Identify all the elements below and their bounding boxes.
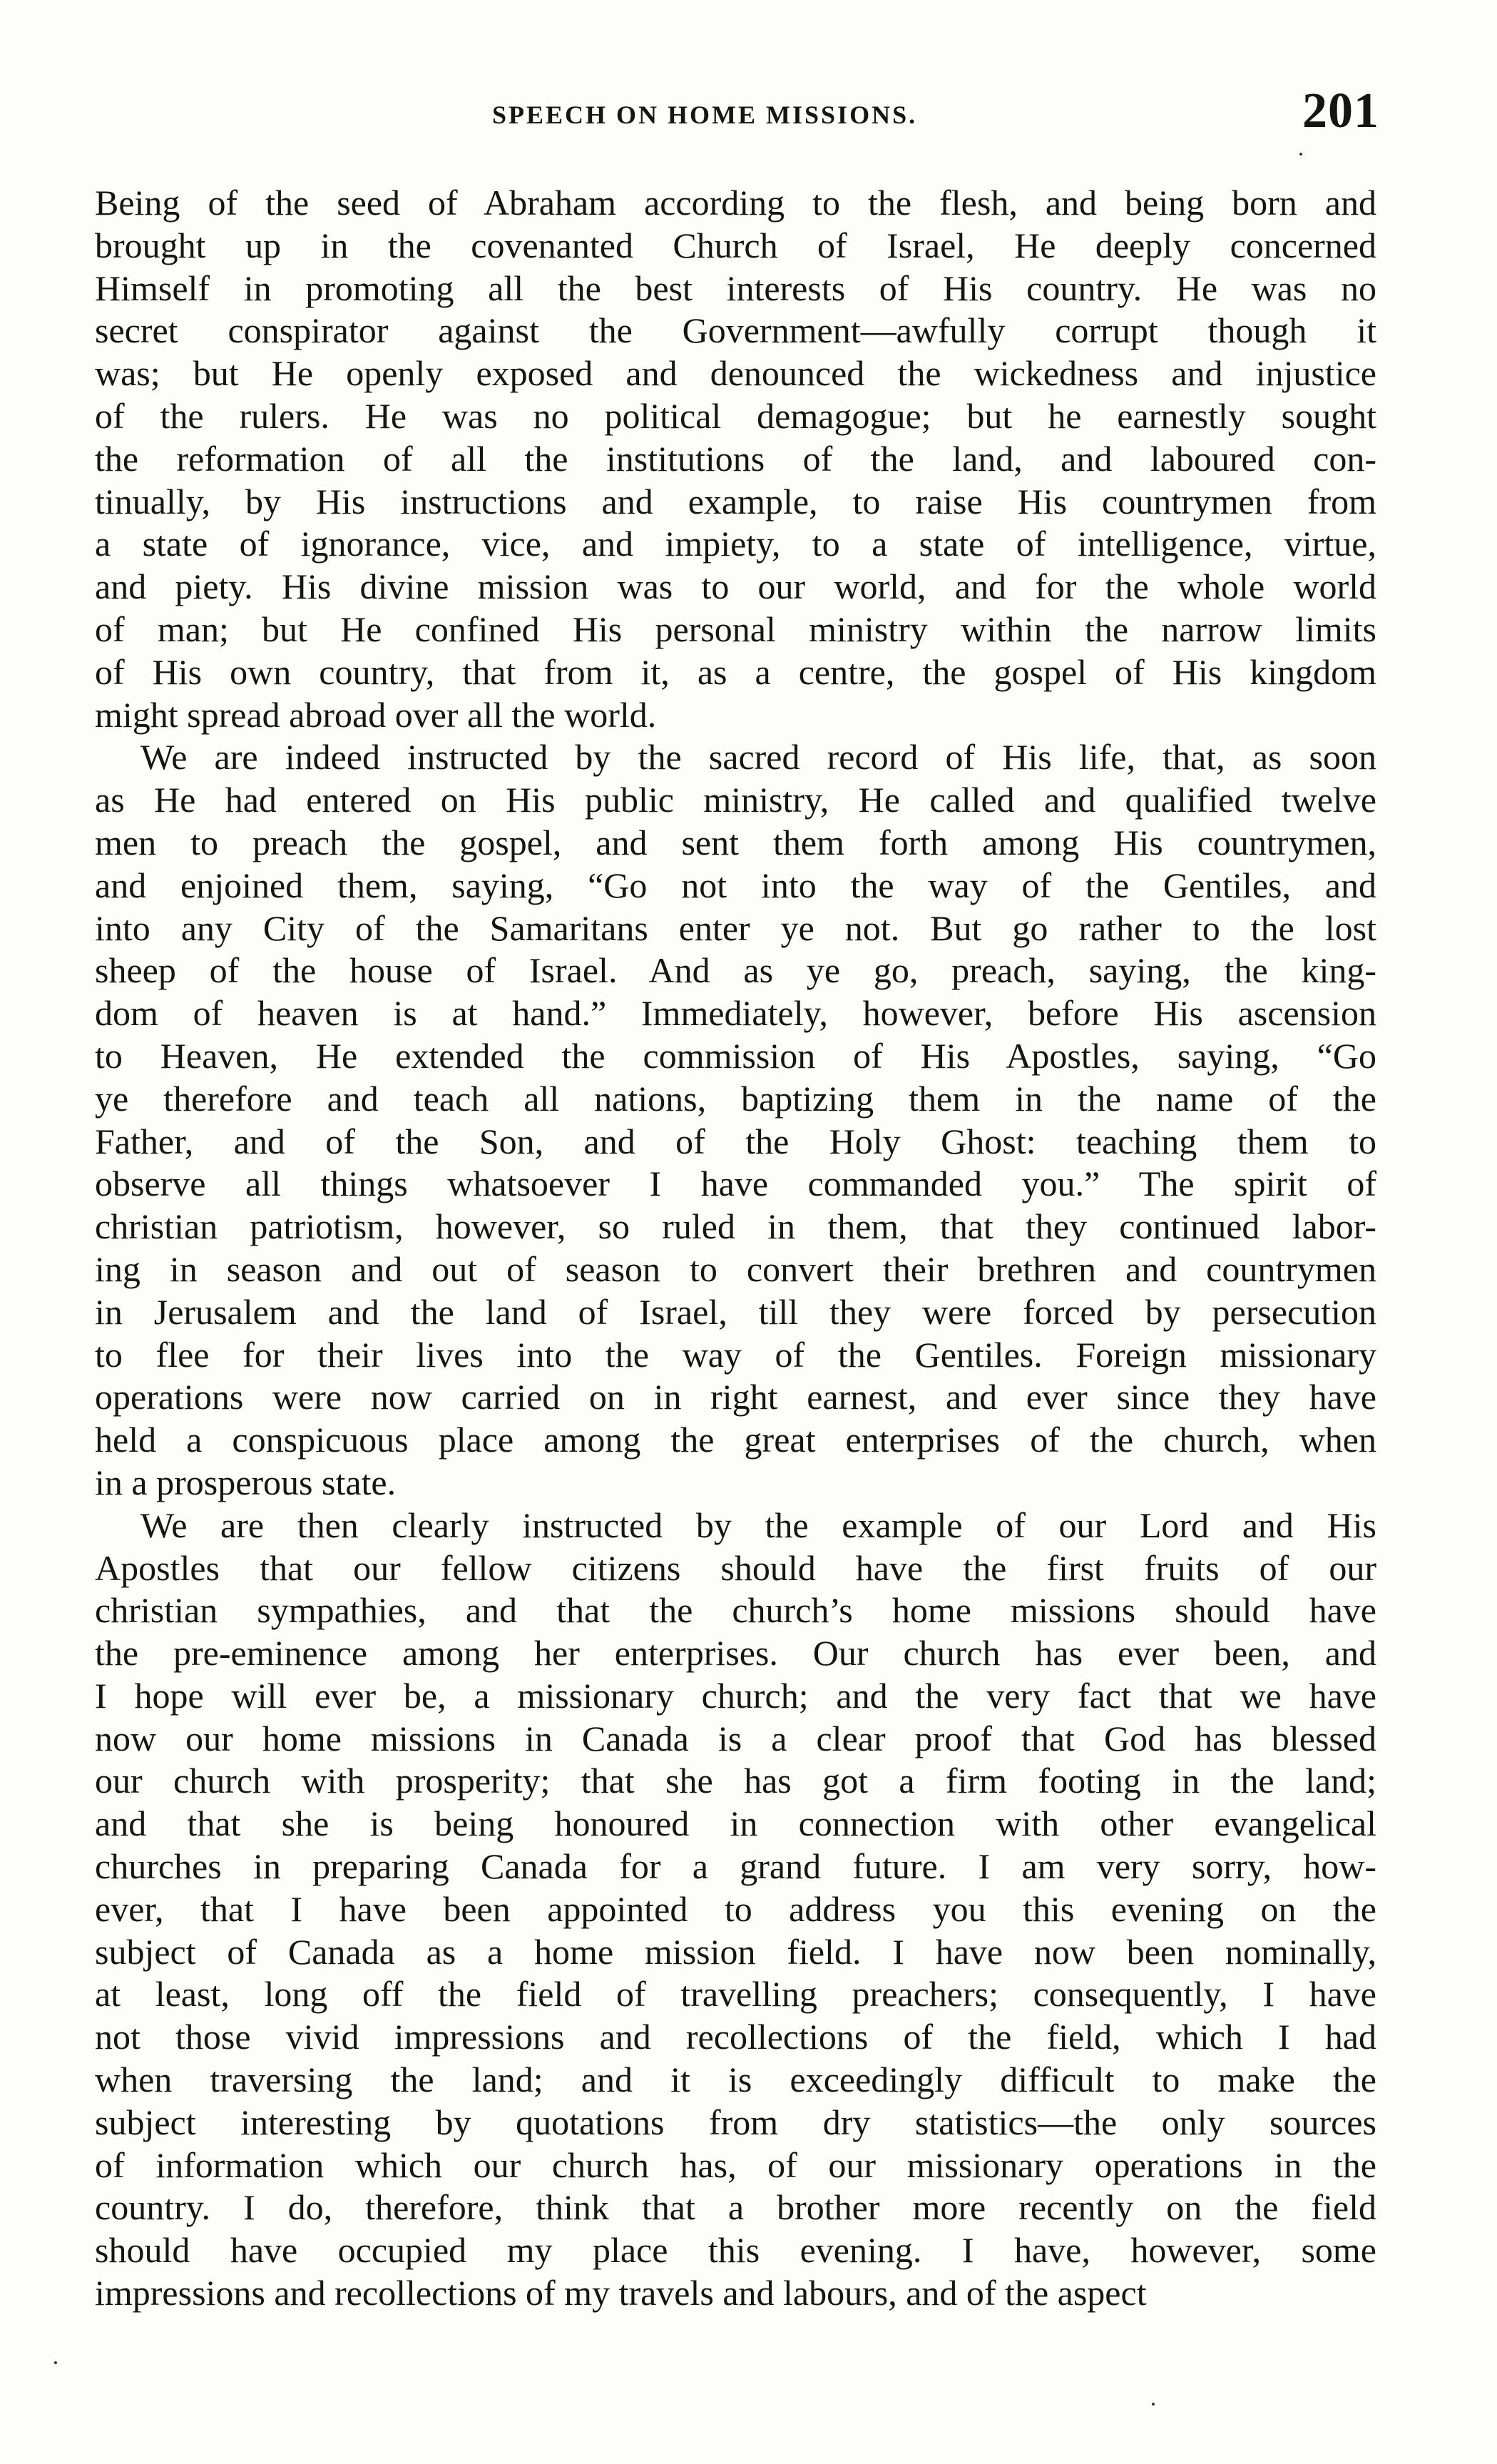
text-line: our church with prosperity; that she has got a firm footing in the land; — [95, 1761, 1376, 1801]
text-line: churches in preparing Canada for a grand future. I am very sorry, how- — [95, 1846, 1376, 1887]
text-line: in a prosperous state. — [95, 1462, 397, 1502]
text-line: Being of the seed of Abraham according to the flesh, and being born and — [95, 183, 1376, 223]
text-line: men to preach the gospel, and sent them forth among His countrymen, — [95, 822, 1376, 862]
text-line: to Heaven, He extended the commission of His Apostles, saying, “Go — [95, 1035, 1376, 1076]
text-line: in Jerusalem and the land of Israel, till they were forced by persecution — [95, 1291, 1376, 1332]
text-line: not those vivid impressions and recollections of the field, which I had — [95, 2017, 1376, 2057]
text-line: of information which our church has, of our missionary operations in the — [95, 2144, 1376, 2185]
paragraph — [95, 736, 1376, 1504]
page-number: 201 — [1302, 83, 1379, 138]
text-line: was; but He openly exposed and denounced the wickedness and injustice — [95, 353, 1376, 394]
text-line: country. I do, therefore, think that a brother more recently on the field — [95, 2187, 1376, 2228]
text-line: impressions and recollections of my travels and labours, and of the aspect — [95, 2273, 1147, 2313]
text-line: christian sympathies, and that the church’s home missions should have — [95, 1590, 1376, 1631]
text-line: when traversing the land; and it is exceedingly difficult to make the — [95, 2060, 1376, 2100]
text-line: into any City of the Samaritans enter ye not. But go rather to the lost — [95, 907, 1376, 948]
text-line: observe all things whatsoever I have commanded you.” The spirit of — [95, 1164, 1376, 1204]
text-line: and enjoined them, saying, “Go not into the way of the Gentiles, and — [95, 865, 1376, 905]
text-line: the pre-eminence among her enterprises. Our church has ever been, and — [95, 1633, 1376, 1674]
text-line: We are then clearly instructed by the example of our Lord and His — [140, 1505, 1376, 1545]
text-line: sheep of the house of Israel. And as ye go, preach, saying, the king- — [95, 950, 1376, 991]
text-line: should have occupied my place this evening. I have, however, some — [95, 2230, 1376, 2271]
text-line: might spread abroad over all the world. — [95, 694, 657, 735]
text-line: tinually, by His instructions and example, to raise His countrymen from — [95, 481, 1376, 521]
text-line: and piety. His divine mission was to our world, and for the whole world — [95, 566, 1376, 607]
text-line: ing in season and out of season to convert their brethren and countrymen — [95, 1248, 1376, 1289]
text-line: of man; but He confined His personal ministry within the narrow limits — [95, 609, 1376, 649]
text-line: subject interesting by quotations from dry statistics—the only sources — [95, 2102, 1376, 2142]
body-text — [95, 182, 1376, 2315]
text-line: operations were now carried on in right earnest, and ever since they have — [95, 1377, 1376, 1417]
text-line: held a conspicuous place among the great enterprises of the church, when — [95, 1420, 1376, 1460]
text-line: subject of Canada as a home mission field. I have now been nominally, — [95, 1931, 1376, 1972]
text-line: ye therefore and teach all nations, baptizing them in the name of the — [95, 1078, 1376, 1119]
text-line: We are indeed instructed by the sacred record of His life, that, as soon — [140, 737, 1376, 778]
paragraph — [95, 182, 1376, 736]
text-line: Father, and of the Son, and of the Holy Ghost: teaching them to — [95, 1121, 1376, 1161]
print-speck — [54, 2361, 57, 2364]
print-speck — [1152, 2403, 1155, 2406]
text-line: as He had entered on His public ministry, He called and qualified twelve — [95, 780, 1376, 820]
text-line: now our home missions in Canada is a clear proof that God has blessed — [95, 1718, 1376, 1758]
text-line: of His own country, that from it, as a centre, the gospel of His kingdom — [95, 651, 1376, 692]
text-line: ever, that I have been appointed to address you this evening on the — [95, 1888, 1376, 1929]
text-line: the reformation of all the institutions of the land, and laboured con- — [95, 438, 1376, 479]
paragraph — [95, 1505, 1376, 2315]
text-line: at least, long off the field of travelling preachers; consequently, I have — [95, 1974, 1376, 2015]
text-line: dom of heaven is at hand.” Immediately, however, before His ascension — [95, 993, 1376, 1034]
text-line: brought up in the covenanted Church of Israel, He deeply concerned — [95, 225, 1376, 265]
text-line: of the rulers. He was no political demagogue; but he earnestly sought — [95, 395, 1376, 436]
text-line: Apostles that our fellow citizens should have the first fruits of our — [95, 1547, 1376, 1588]
print-speck — [1299, 153, 1302, 156]
text-line: I hope will ever be, a missionary church; and the very fact that we have — [95, 1675, 1376, 1716]
text-line: Himself in promoting all the best interests of His country. He was no — [95, 268, 1376, 308]
text-line: and that she is being honoured in connection with other evangelical — [95, 1803, 1376, 1844]
text-line: christian patriotism, however, so ruled in them, that they continued labor- — [95, 1206, 1376, 1247]
text-line: secret conspirator against the Government—awfully corrupt though it — [95, 310, 1376, 351]
text-line: to flee for their lives into the way of the Gentiles. Foreign missionary — [95, 1334, 1376, 1375]
text-line: a state of ignorance, vice, and impiety, to a state of intelligence, virtue, — [95, 524, 1376, 564]
running-head: SPEECH ON HOME MISSIONS. — [492, 101, 918, 129]
